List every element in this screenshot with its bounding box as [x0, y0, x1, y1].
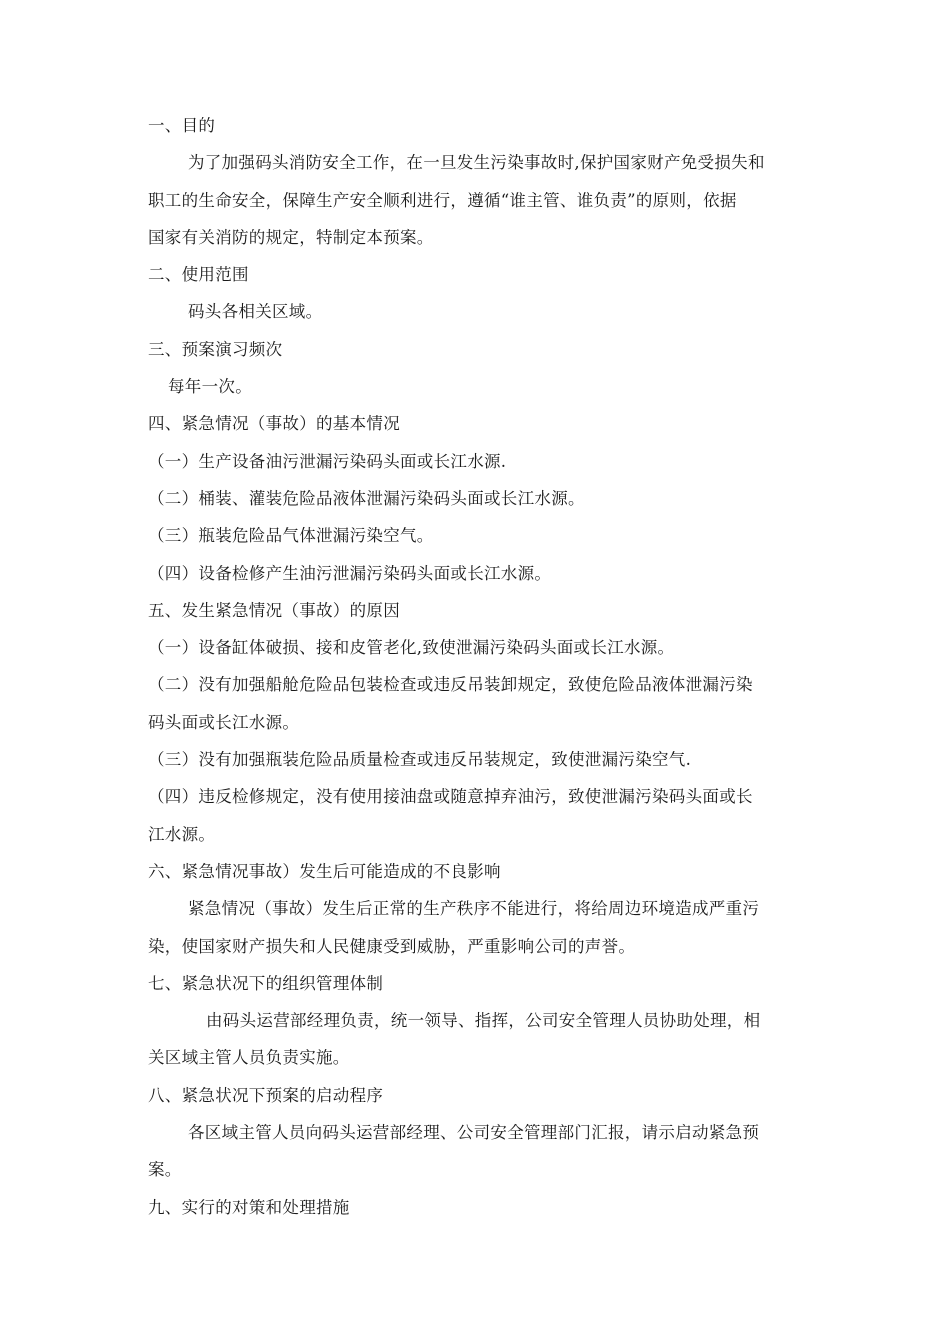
document-body [148, 107, 816, 1226]
section-heading-3: 三、预案演习频次 [148, 339, 283, 359]
section-heading-9: 九、实行的对策和处理措施 [148, 1197, 350, 1217]
list-item: （三）瓶装危险品气体泄漏污染空气。 [148, 526, 434, 546]
list-item: （四）违反检修规定，没有使用接油盘或随意掉弃油污，致使泄漏污染码头面或长 [148, 787, 753, 807]
paragraph-line: 案。 [148, 1160, 182, 1180]
paragraph-line: 职工的生命安全，保障生产安全顺利进行，遵循“谁主管、谁负责”的原则，依据 [148, 190, 737, 210]
list-item: （二）没有加强船舱危险品包装检查或违反吊装卸规定，致使危险品液体泄漏污染 [148, 675, 753, 695]
paragraph-line: 为了加强码头消防安全工作，在一旦发生污染事故时,保护国家财产免受损失和 [188, 153, 765, 173]
paragraph-line: 每年一次。 [168, 377, 252, 397]
section-heading-4: 四、紧急情况（事故）的基本情况 [148, 414, 400, 434]
list-item: （二）桶装、灌装危险品液体泄漏污染码头面或长江水源。 [148, 488, 585, 508]
paragraph-line: 各区域主管人员向码头运营部经理、公司安全管理部门汇报，请示启动紧急预 [188, 1123, 760, 1143]
list-item: （一）设备缸体破损、接和皮管老化,致使泄漏污染码头面或长江水源。 [148, 638, 675, 658]
list-item-continuation: 江水源。 [148, 824, 216, 844]
paragraph-line: 紧急情况（事故）发生后正常的生产秩序不能进行，将给周边环境造成严重污 [188, 899, 760, 919]
paragraph-line: 关区域主管人员负责实施。 [148, 1048, 350, 1068]
section-heading-8: 八、紧急状况下预案的启动程序 [148, 1085, 384, 1105]
section-heading-1: 一、目的 [148, 116, 216, 135]
paragraph-line: 由码头运营部经理负责，统一领导、指挥，公司安全管理人员协助处理，相 [206, 1011, 761, 1031]
paragraph-line: 国家有关消防的规定，特制定本预案。 [148, 227, 434, 247]
list-item: （四）设备检修产生油污泄漏污染码头面或长江水源。 [148, 563, 552, 583]
section-heading-2: 二、使用范围 [148, 265, 249, 285]
list-item: （三）没有加强瓶装危险品质量检查或违反吊装规定，致使泄漏污染空气. [148, 750, 692, 770]
list-item-continuation: 码头面或长江水源。 [148, 712, 300, 732]
paragraph-line: 染，使国家财产损失和人民健康受到威胁，严重影响公司的声誉。 [148, 936, 636, 956]
paragraph-line: 码头各相关区域。 [188, 302, 323, 322]
section-heading-5: 五、发生紧急情况（事故）的原因 [148, 600, 400, 620]
section-heading-7: 七、紧急状况下的组织管理体制 [148, 973, 384, 993]
list-item: （一）生产设备油污泄漏污染码头面或长江水源. [148, 451, 507, 471]
section-heading-6: 六、紧急情况事故）发生后可能造成的不良影响 [148, 861, 501, 881]
